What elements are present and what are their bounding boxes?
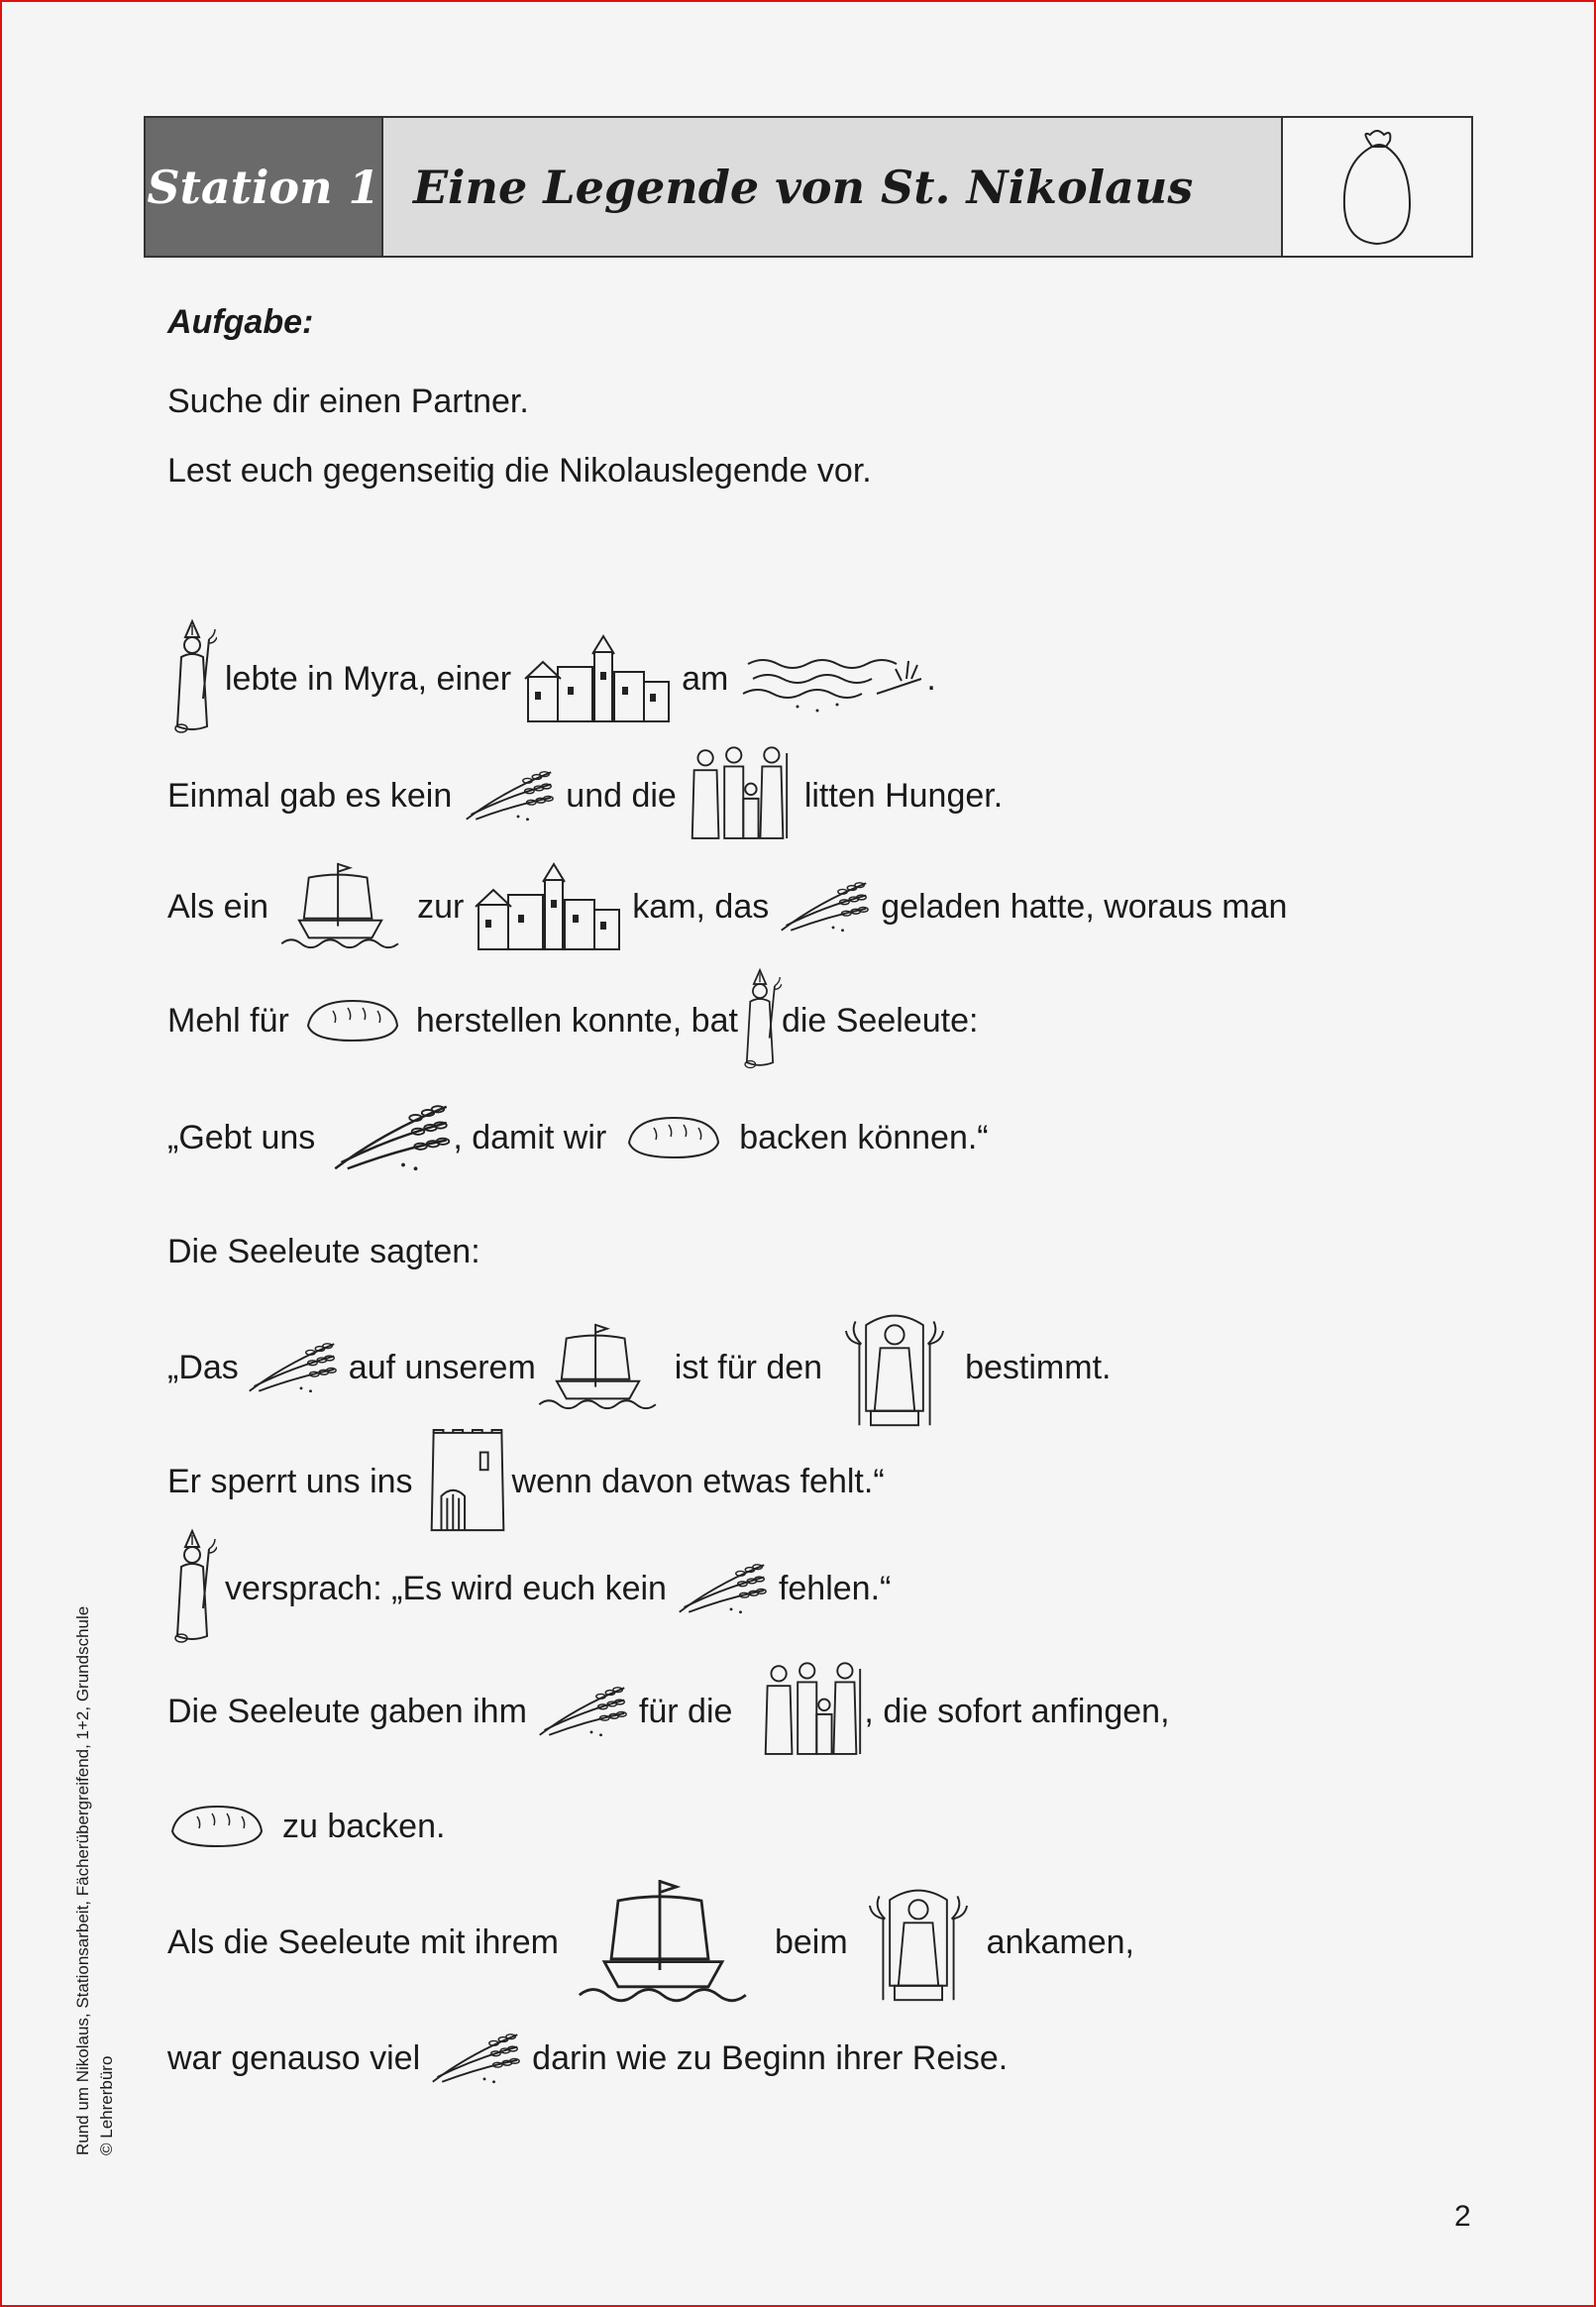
- story-text: kam, das: [632, 887, 770, 926]
- copyright-note: [71, 1606, 119, 2155]
- bread-icon: [167, 1801, 266, 1852]
- story-text: beim: [774, 1922, 848, 1961]
- story-line-12: [167, 1873, 1134, 2012]
- ship-icon: [573, 1873, 761, 2012]
- story-text: „Das: [167, 1348, 239, 1386]
- worksheet-title: Eine Legende von St. Nikolaus: [383, 118, 1283, 256]
- bread-icon: [624, 1112, 723, 1163]
- grain-icon: [245, 1339, 339, 1396]
- story-line-8: [167, 1427, 885, 1536]
- story-text: , damit wir: [453, 1118, 607, 1156]
- copyright-line-2: © Lehrerbüro: [97, 2055, 116, 2155]
- story-text: war genauso viel: [167, 2038, 421, 2077]
- grain-icon: [462, 767, 556, 824]
- story-text: ankamen,: [986, 1922, 1134, 1961]
- story-line-2: [167, 741, 1003, 850]
- story-text: auf unserem: [348, 1348, 536, 1386]
- ship-icon: [536, 1319, 665, 1416]
- story-text: „Gebt uns: [167, 1118, 316, 1156]
- story-text: darin wie zu Beginn ihrer Reise.: [532, 2038, 1009, 2077]
- story-text: Er sperrt uns ins: [167, 1462, 413, 1500]
- grain-icon: [428, 2028, 522, 2089]
- story-text: herstellen konnte, bat: [415, 1001, 738, 1040]
- tower-icon: [423, 1428, 512, 1535]
- people-icon: [687, 742, 791, 849]
- task-line-2: Lest euch gegenseitig die Nikolauslegende vor.: [167, 452, 872, 490]
- story-text: Die Seeleute gaben ihm: [167, 1692, 527, 1730]
- story-line-11: [167, 1777, 445, 1876]
- task-label: Aufgabe:: [167, 303, 314, 341]
- story-text: bestimmt.: [965, 1348, 1112, 1386]
- ship-icon: [278, 858, 407, 955]
- town-icon: [523, 632, 672, 726]
- emperor-icon: [864, 1881, 973, 2005]
- story-text: , die sofort anfingen,: [864, 1692, 1170, 1730]
- grain-icon: [675, 1560, 769, 1617]
- story-text: backen können.“: [739, 1118, 989, 1156]
- story-text: Mehl für: [167, 1001, 289, 1040]
- page-number: 2: [1454, 2200, 1471, 2233]
- story-line-6: [167, 1202, 480, 1301]
- people-icon: [760, 1658, 864, 1765]
- story-line-9: [167, 1534, 891, 1643]
- story-text: ist für den: [674, 1348, 823, 1386]
- story-text: lebte in Myra, einer: [225, 659, 512, 698]
- story-line-7: [167, 1298, 1111, 1437]
- task-line-1: Suche dir einen Partner.: [167, 383, 529, 420]
- story-text: litten Hunger.: [803, 776, 1004, 815]
- story-line-10: [167, 1657, 1170, 1766]
- story-text: die Seeleute:: [781, 1001, 979, 1040]
- nikolaus-icon: [167, 617, 217, 740]
- nikolaus-icon: [738, 966, 782, 1075]
- sea-icon: [738, 639, 926, 718]
- story-text: Die Seeleute sagten:: [167, 1232, 480, 1270]
- town-icon: [474, 860, 622, 954]
- story-text: .: [926, 659, 936, 698]
- story-text: Als die Seeleute mit ihrem: [167, 1922, 559, 1961]
- story-line-4: [167, 966, 978, 1075]
- nikolaus-icon: [167, 1527, 217, 1650]
- grain-icon: [535, 1683, 629, 1740]
- story-text: versprach: „Es wird euch kein: [225, 1569, 667, 1607]
- story-line-13: [167, 2009, 1008, 2108]
- grain-icon: [777, 878, 871, 935]
- station-label: Station 1: [146, 118, 383, 256]
- bread-icon: [303, 995, 402, 1046]
- worksheet-header: [144, 116, 1473, 258]
- story-text: für die: [638, 1692, 733, 1730]
- grain-icon: [329, 1100, 453, 1175]
- story-text: geladen hatte, woraus man: [881, 887, 1288, 926]
- story-text: Einmal gab es kein: [167, 776, 453, 815]
- story-text: fehlen.“: [778, 1569, 892, 1607]
- story-line-5: [167, 1088, 989, 1187]
- copyright-line-1: Rund um Nikolaus, Stationsarbeit, Fächerübergreifend, 1+2, Grundschule: [73, 1605, 92, 2155]
- story-text: zur: [417, 887, 465, 926]
- story-text: zu backen.: [282, 1807, 446, 1845]
- story-text: und die: [566, 776, 677, 815]
- story-line-1: [167, 614, 936, 743]
- sack-icon: [1283, 118, 1471, 256]
- story-text: am: [682, 659, 729, 698]
- story-text: wenn davon etwas fehlt.“: [511, 1462, 885, 1500]
- story-line-3: [167, 852, 1287, 961]
- story-text: Als ein: [167, 887, 269, 926]
- emperor-icon: [840, 1306, 949, 1430]
